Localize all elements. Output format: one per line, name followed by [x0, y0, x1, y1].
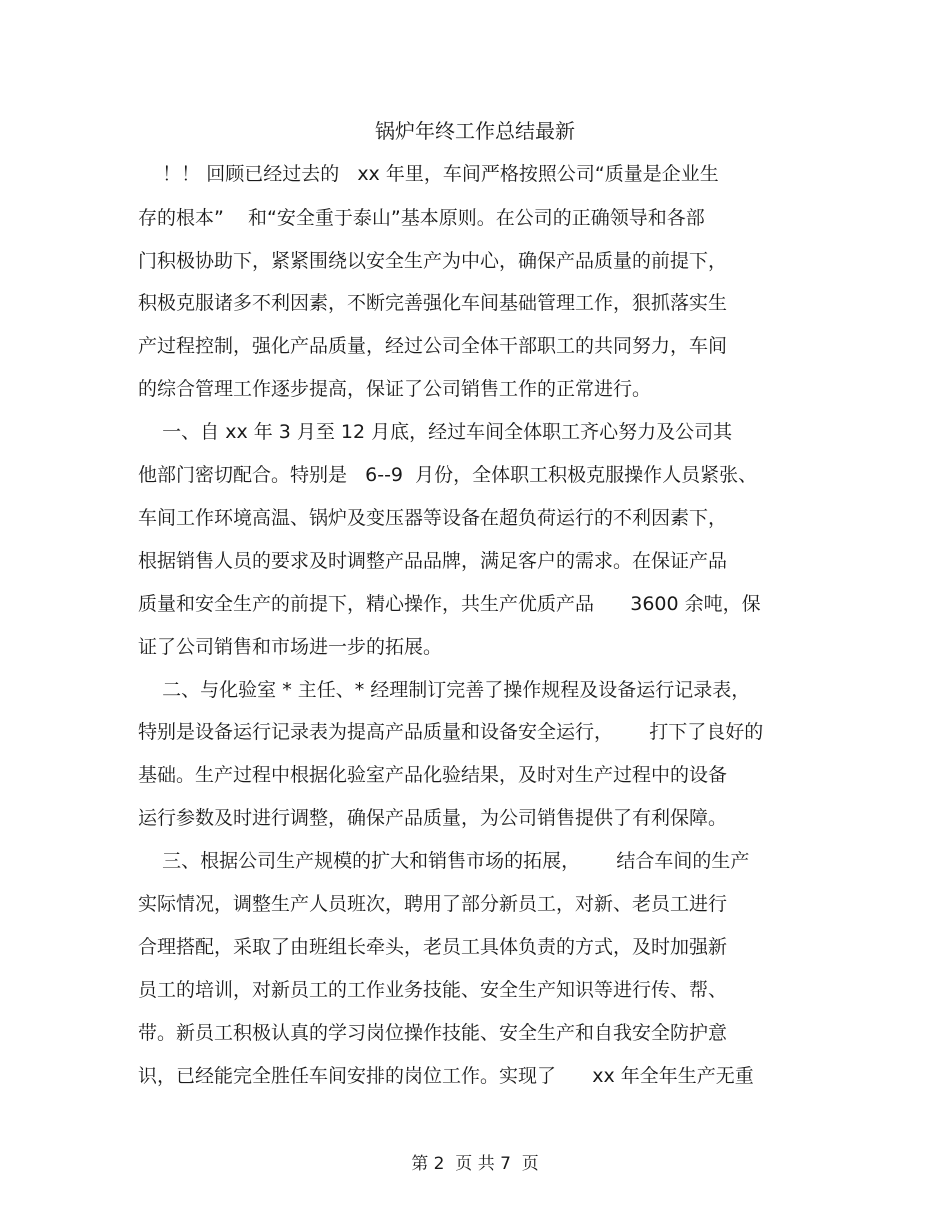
page-footer: 第 2 页 共 7 页: [411, 1154, 539, 1174]
body-line: 质量和安全生产的前提下，精心操作，共生产优质产品 3600 余吨，保: [138, 593, 761, 615]
body-line: 产过程控制，强化产品质量，经过公司全体干部职工的共同努力，车间: [138, 335, 728, 357]
body-line: 车间工作环境高温、锅炉及变压器等设备在超负荷运行的不利因素下，: [138, 507, 728, 529]
body-line: 一、自 xx 年 3 月至 12 月底，经过车间全体职工齐心努力及公司其: [138, 421, 733, 443]
body-line: 实际情况，调整生产人员班次，聘用了部分新员工，对新、老员工进行: [138, 893, 728, 915]
body-line: 根据销售人员的要求及时调整产品品牌，满足客户的需求。在保证产品: [138, 550, 728, 572]
body-line: 积极克服诸多不利因素，不断完善强化车间基础管理工作，狠抓落实生: [138, 292, 728, 314]
body-line: 存的根本” 和“安全重于泰山”基本原则。在公司的正确领导和各部: [138, 207, 705, 229]
body-line: 特别是设备运行记录表为提高产品质量和设备安全运行， 打下了良好的: [138, 721, 764, 743]
document-title: 锅炉年终工作总结最新: [375, 119, 575, 143]
body-line: 基础。生产过程中根据化验室产品化验结果，及时对生产过程中的设备: [138, 764, 728, 786]
body-line: 合理搭配，采取了由班组长牵头，老员工具体负责的方式，及时加强新: [138, 936, 728, 958]
body-line: 证了公司销售和市场进一步的拓展。: [138, 636, 443, 658]
body-line: 他部门密切配合。特别是 6--9 月份，全体职工积极克服操作人员紧张、: [138, 464, 758, 486]
body-line: 运行参数及时进行调整，确保产品质量，为公司销售提供了有利保障。: [138, 807, 728, 829]
body-line: 三、根据公司生产规模的扩大和销售市场的拓展， 结合车间的生产: [138, 850, 750, 872]
body-line: 门积极协助下，紧紧围绕以安全生产为中心，确保产品质量的前提下，: [138, 250, 728, 272]
body-line: 带。新员工积极认真的学习岗位操作技能、安全生产和自我安全防护意: [138, 1022, 728, 1044]
body-line: 二、与化验室 * 主任、* 经理制订完善了操作规程及设备运行记录表，: [138, 679, 751, 701]
body-line: ！！ 回顾已经过去的 xx 年里，车间严格按照公司“质量是企业生: [138, 163, 719, 185]
body-line: 员工的培训，对新员工的工作业务技能、安全生产知识等进行传、帮、: [138, 979, 728, 1001]
body-line: 的综合管理工作逐步提高，保证了公司销售工作的正常进行。: [138, 378, 652, 400]
body-line: 识，已经能完全胜任车间安排的岗位工作。实现了 xx 年全年生产无重: [138, 1065, 754, 1087]
